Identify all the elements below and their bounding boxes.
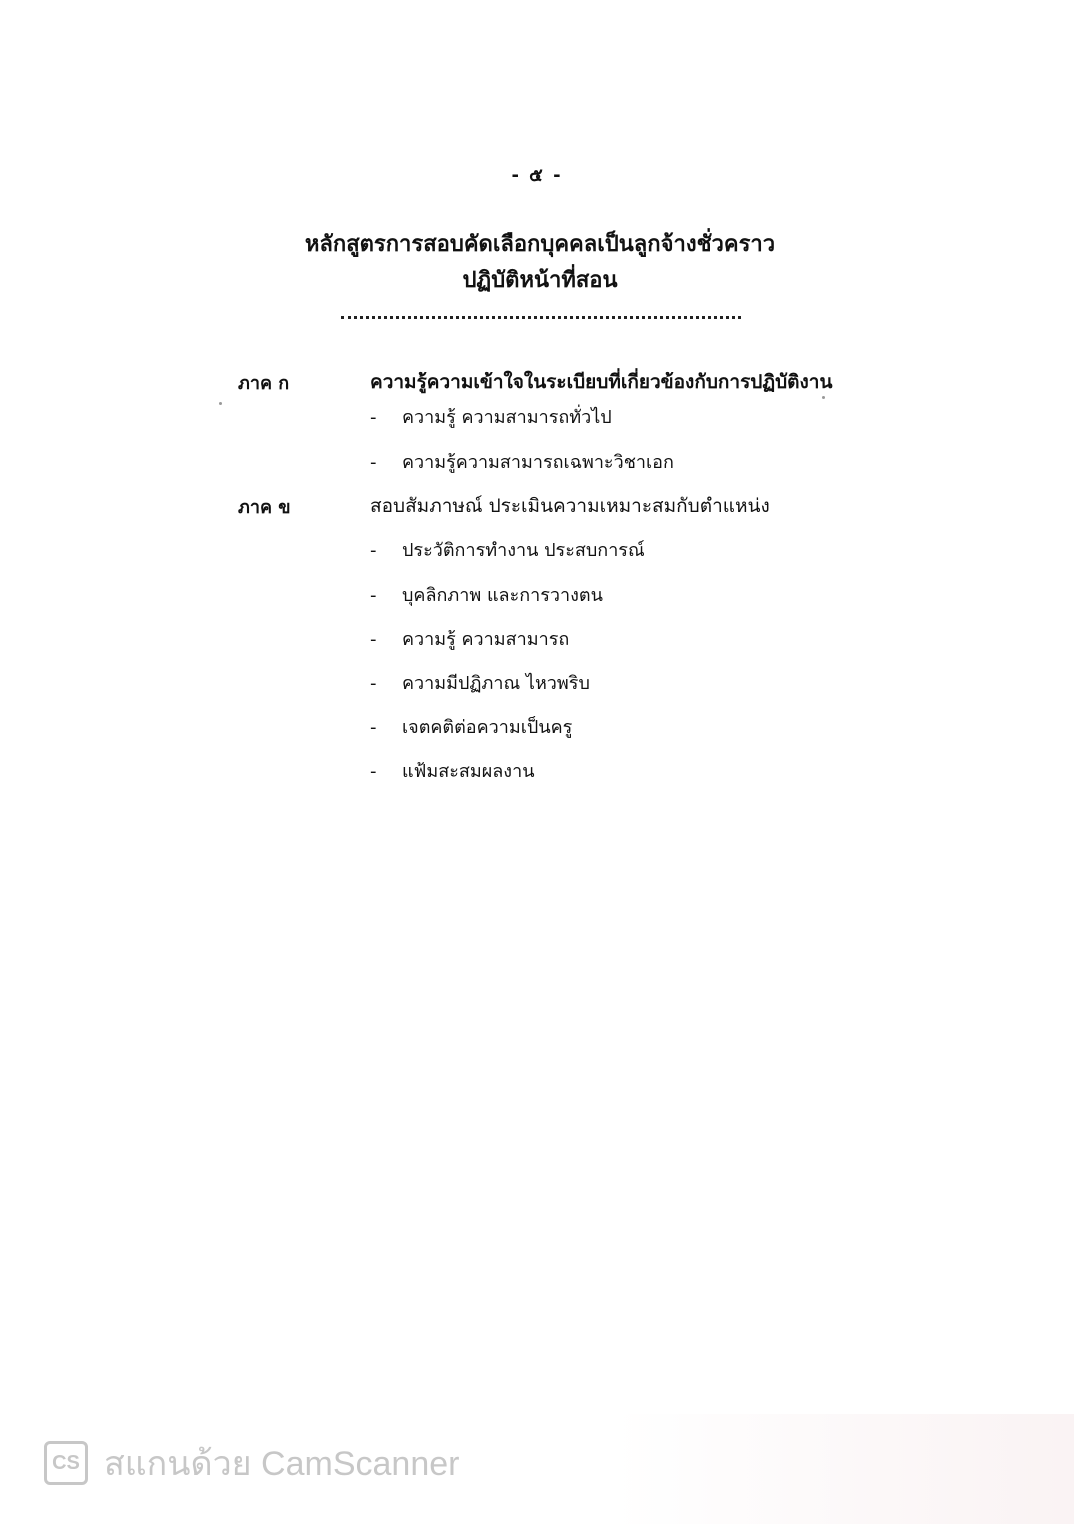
- list-item: [370, 624, 569, 653]
- bullet-dash: -: [370, 761, 377, 782]
- bullet-dash: -: [370, 452, 377, 473]
- watermark-text: สแกนด้วย CamScanner: [104, 1445, 460, 1483]
- list-item-text: แฟ้มสะสมผลงาน: [402, 761, 535, 782]
- list-item-text: ความรู้ความสามารถเฉพาะวิชาเอก: [402, 452, 674, 473]
- list-item-text: ความรู้ ความสามารถ: [402, 629, 570, 650]
- list-item: [370, 712, 572, 741]
- list-item: [370, 535, 645, 564]
- section-label-b: ภาค ข: [238, 497, 291, 518]
- document-title-line-2: ปฏิบัติหน้าที่สอน: [462, 268, 618, 293]
- list-item: [370, 402, 612, 431]
- section-label-a: ภาค ก: [238, 373, 290, 394]
- document-title-line-1: หลักสูตรการสอบคัดเลือกบุคคลเป็นลูกจ้างชั่วคราว: [304, 232, 776, 257]
- list-item-text: เจตคติต่อความเป็นครู: [402, 717, 573, 738]
- dotted-divider: [341, 316, 741, 319]
- list-item-text: ความมีปฏิภาณ ไหวพริบ: [402, 673, 590, 694]
- camscanner-watermark: [44, 1440, 459, 1486]
- bullet-dash: -: [370, 717, 377, 738]
- list-item-text: บุคลิกภาพ และการวางตน: [402, 585, 603, 606]
- scan-speck: [822, 396, 825, 399]
- bullet-dash: -: [370, 540, 377, 561]
- list-item: [370, 756, 535, 785]
- page-number: - ๕ -: [511, 165, 563, 186]
- bullet-dash: -: [370, 673, 377, 694]
- scan-speck: [219, 402, 222, 405]
- list-item-text: ความรู้ ความสามารถทั่วไป: [402, 407, 612, 428]
- list-item: [370, 447, 674, 476]
- bullet-dash: -: [370, 629, 377, 650]
- camscanner-logo-icon: CS: [44, 1441, 88, 1485]
- list-item-text: ประวัติการทำงาน ประสบการณ์: [402, 540, 645, 561]
- section-heading-a: ความรู้ความเข้าใจในระเบียบที่เกี่ยวข้องกับการปฏิบัติงาน: [370, 371, 833, 393]
- section-heading-b: สอบสัมภาษณ์ ประเมินความเหมาะสมกับตำแหน่ง: [370, 495, 770, 517]
- bullet-dash: -: [370, 407, 377, 428]
- list-item: [370, 668, 590, 697]
- scan-tint: [614, 1414, 1074, 1524]
- bullet-dash: -: [370, 585, 377, 606]
- list-item: [370, 580, 603, 609]
